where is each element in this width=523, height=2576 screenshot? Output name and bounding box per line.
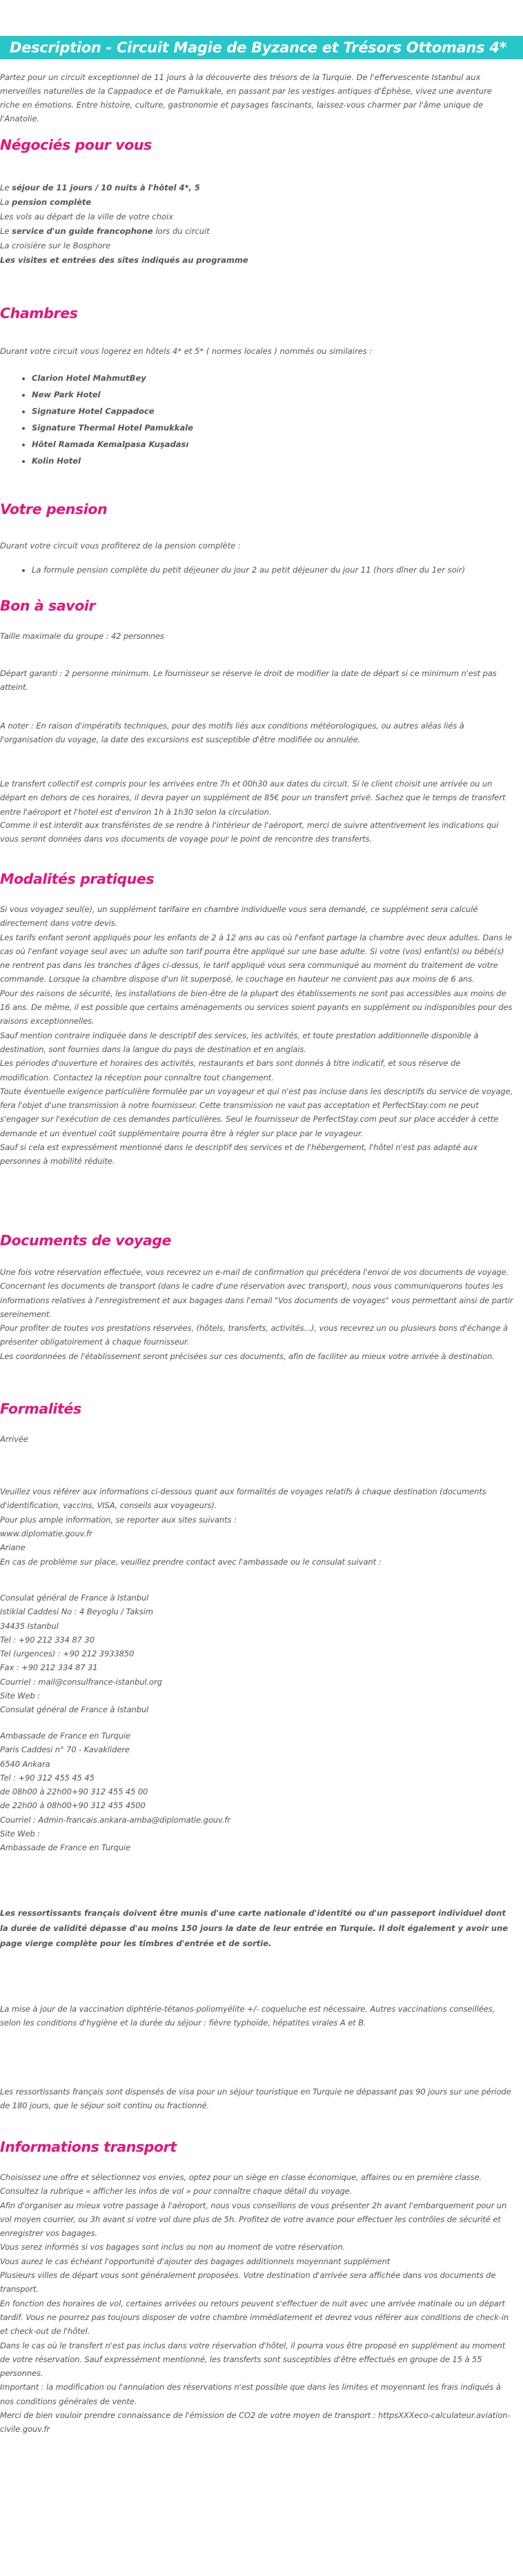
formalites-contact: En cas de problème sur place, veuillez prendre contact avec l'ambassade ou le consulat suivant : [0, 1557, 382, 1567]
bon-a-savoir-p2: Départ garanti : 2 personne minimum. Le fournisseur se réserve le droit de modifier la date de départ si ce minimum n'est pas atteint. [0, 668, 497, 693]
formalites-intro: Veuillez vous référer aux informations ci-dessous quant aux formalités de voyages relatifs à chaque destination (documents d'identification, vaccins, VISA, conseils aux voyageurs). Pour plus ample information, se reporter aux sites suivants : www.diplomatie.gouv.fr Ariane [0, 1487, 486, 1553]
negocies-line: Le service d'un guide francophone lors du circuit [0, 226, 210, 236]
negocies-line: La croisière sur le Bosphore [0, 241, 111, 250]
hotel-item: • Clarion Hotel MahmutBey [32, 370, 515, 386]
heading-documents: Documents de voyage [0, 1232, 172, 1249]
hotel-item: • Hôtel Ramada Kemalpasa Kuşadası [32, 436, 515, 453]
pension-item: • La formule pension complète du petit déjeuner du jour 2 au petit déjeuner du jour 11 (hors dîner du 1er soir) [32, 562, 515, 578]
documents-text: Une fois votre réservation effectuée, vous recevrez un e-mail de confirmation qui précédera l'envoi de vos documents de voyage. Concernant les documents de transport (dans le cadre d'une réservation avec transport), nous vous communiquerons toutes les informations relatives à l'enregistrement et aux bagages dans l'email "Vos documents de voyages" vous permettant ainsi de partir sereinement. Pour profiter de toutes vos prestations réservées, (hôtels, transferts, activités...), vous recevrez un ou plusieurs bons d'échange à présenter obligatoirement à chaque fournisseur. Les coordonnées de l'établissement seront précisées sur ces documents, afin de faciliter au mieux votre arrivée à destination. [0, 1267, 513, 1361]
ambassade-address: Ambassade de France en Turquie Paris Caddesi n° 70 - Kavaklidere 6540 Ankara Tel : +90 312 455 45 45 de 08h00 à 22h00+90 312 455 45 00 de 22h00 à 08h00+90 312 455 4500 Courriel : Admin-francais.ankara-amba@diplomatie.gouv.fr Site Web : Ambassade de France en Turquie [0, 1731, 230, 1853]
hotel-item: • Signature Thermal Hotel Pamukkale [32, 419, 515, 436]
heading-chambres: Chambres [0, 305, 78, 321]
bon-a-savoir-p5: Comme il est interdit aux transféristes de se rendre à l'intérieur de l'aéroport, merci de suivre attentivement les indications qui vous seront données dans vos documents de voyage pour le point de rencontre des transferts. [0, 820, 499, 844]
heading-formalites: Formalités [0, 1400, 81, 1417]
hotel-item: • Signature Hotel Cappadoce [32, 403, 515, 419]
negocies-list [0, 181, 513, 268]
visa-text: Les ressortissants français sont dispensés de visa pour un séjour touristique en Turquie ne dépassant pas 90 jours sur une période de 180 jours, que le séjour soit continu ou fractionné. [0, 2087, 511, 2111]
vaccination-text: La mise à jour de la vaccination diphtérie-tétanos-poliomyélite +/- coqueluche est nécessaire. Autres vaccinations conseillées, selon les conditions d'hygiène et la durée du séjour : fièvre typhoïde, hépatites virales A et B. [0, 2004, 495, 2028]
pension-text: Durant votre circuit vous profiterez de la pension complète : [0, 541, 241, 551]
transport-text: Choisissez une offre et sélectionnez vos envies, optez pour un siège en classe économique, affaires ou en première classe. Consultez la rubrique « afficher les infos de vol » pour connaître chaque détail du voyage. Afin d'organiser au mieux votre passage à l'aéroport, nous vous conseillons de vous présenter 2h avant l'embarquement pour un vol moyen courrier, ou 3h avant si votre vol dure plus de 5h. Profitez de votre avance pour effectuer les contrôles de sécurité et enregistrer vos bagages. Vous serez informés si vos bagages sont inclus ou non au moment de votre réservation. Vous aurez le cas échéant l'opportunité d'ajouter des bagages additionnels moyennant supplément Plusieurs villes de départ vous sont généralement proposées. Votre destination d'arrivée sera affichée dans vos documents de transport. En fonction des horaires de vol, certaines arrivées ou retours peuvent s'effectuer de nuit avec une arrivée matinale ou un départ tardif. Vous ne pourrez pas toujours disposer de votre chambre immédiatement et devrez vous référer aux conditions de check-in et check-out de l'hôtel. Dans le cas où le transfert n'est pas inclus dans votre réservation d'hôtel, il pourra vous être proposé en supplément au moment de votre réservation. Sauf expressément mentionné, les transferts sont susceptibles d'être effectués en groupe de 15 à 55 personnes. Important : la modification ou l'annulation des réservations n'est possible que dans les limites et moyennant les frais indiqués à nos conditions générales de vente. Merci de bien vouloir prendre connaissance de l'émission de CO2 de votre moyen de transport : httpsXXXeco-calculateur.aviation-civile.gouv.fr [0, 2172, 511, 2435]
negocies-line: Le séjour de 11 jours / 10 nuits à l'hôtel 4*, 5 [0, 183, 200, 192]
consulat-address: Consulat général de France à Istanbul Istiklal Caddesi No : 4 Beyoglu / Taksim 34435 Istanbul Tel : +90 212 334 87 30 Tel (urgences) : +90 212 3933850 Fax : +90 212 334 87 31 Courriel : mail@consulfrance-istanbul.org Site Web : Consulat général de France à Istanbul [0, 1593, 162, 1715]
bon-a-savoir-p4: Le transfert collectif est compris pour les arrivées entre 7h et 00h30 aux dates du circuit. Si le client choisit une arrivée ou un départ en dehors de ces horaires, il devra payer un supplément de 85€ pour un transfert privé. Sachez que le temps de transfert entre l'aéroport et l'hotel est d'environ 1h à 1h30 selon la circulation. [0, 779, 506, 817]
hotel-item: • Kolin Hotel [32, 453, 515, 469]
heading-modalites: Modalités pratiques [0, 871, 155, 887]
bon-a-savoir-p1: Taille maximale du groupe : 42 personnes [0, 631, 164, 641]
chambres-text: Durant votre circuit vous logerez en hôtels 4* et 5* ( normes locales ) nommés ou similaires : [0, 346, 373, 356]
heading-transport: Informations transport [0, 2139, 177, 2155]
title-banner [0, 36, 523, 59]
negocies-line: Les visites et entrées des sites indiqués au programme [0, 255, 248, 265]
heading-pension: Votre pension [0, 501, 108, 517]
page-title: Description - Circuit Magie de Byzance et Trésors Ottomans 4* [10, 39, 507, 56]
hotel-list [0, 370, 515, 469]
negocies-line: La pension complète [0, 197, 92, 207]
intro-text: Partez pour un circuit exceptionnel de 11 jours à la découverte des trésors de la Turquie. De l'effervescente Istanbul aux merveilles naturelles de la Cappadoce et de Pamukkale, en passant par les vestiges antiques d'Éphèse, vivez une aventure riche en émotions. Entre histoire, culture, gastronomie et paysages fascinants, laissez-vous charmer par l'âme unique de l'Anatolie. [0, 72, 492, 123]
bon-a-savoir-p3: A noter : En raison d'impératifs techniques, pour des motifs liés aux conditions météorologiques, ou autres aléas liés à l'organisation du voyage, la date des excursions est susceptible d'être modifiée ou annulée. [0, 721, 464, 745]
heading-negocies: Négociés pour vous [0, 137, 152, 153]
negocies-line: Les vols au départ de la ville de votre choix [0, 212, 173, 221]
heading-bon-a-savoir: Bon à savoir [0, 597, 96, 614]
pension-list [0, 562, 515, 578]
identity-notice: Les ressortissants français doivent être munis d'une carte nationale d'identité ou d'un passeport individuel dont la durée de validité dépasse d'au moins 150 jours la date de leur entrée en Turquie. Il doit également y avoir une page vierge complète pour les timbres d'entrée et de sortie. [0, 1908, 509, 1948]
hotel-item: • New Park Hotel [32, 386, 515, 403]
modalites-text: Si vous voyagez seul(e), un supplément tarifaire en chambre individuelle vous sera demandé, ce supplément sera calculé directement dans votre devis. Les tarifs enfant seront appliqués pour les enfants de 2 à 12 ans au cas où l'enfant partage la chambre avec deux adultes. Dans le cas où l'enfant voyage seul avec un adulte son tarif pourra être appliqué sur une base adulte. Si votre (vos) enfant(s) ou bébé(s) ne rentrent pas dans les tranches d'âges ci-dessus, le tarif appliqué vous sera communiqué au moment du traitement de votre commande. Lorsque la chambre dispose d'un lit superposé, le couchage en hauteur ne convient pas aux moins de 6 ans. Pour des raisons de sécurité, les installations de bien-être de la plupart des établissements ne sont pas accessibles aux moins de 16 ans. De même, il est possible que certains aménagements ou services soient payants en supplément ou indisponibles pour des raisons exceptionnelles. Sauf mention contraire indiquée dans le descriptif des services, les activités, et toute prestation additionnelle disponible à destination, sont fournies dans la langue du pays de destination et en anglais. Les périodes d'ouverture et horaires des activités, restaurants et bars sont donnés à titre indicatif, et sous réserve de modification. Contactez la réception pour connaître tout changement. Toute éventuelle exigence particulière formulée par un voyageur et qui n'est pas incluse dans les descriptifs du service de voyage, fera l'objet d'une transmission à notre fournisseur. Cette transmission ne vaut pas acceptation et PerfectStay.com ne peut s'engager sur l'exécution de ces demandes particulières. Seul le fournisseur de PerfectStay.com peut sur place accéder à cette demande et un éventuel coût supplémentaire pourra être à régler sur place par le voyageur. Sauf si cela est expressément mentionné dans le descriptif des services et de l'hébergement, l'hôtel n'est pas adapté aux personnes à mobilité réduite. [0, 904, 513, 1167]
formalites-arrivee: Arrivée [0, 1434, 28, 1444]
